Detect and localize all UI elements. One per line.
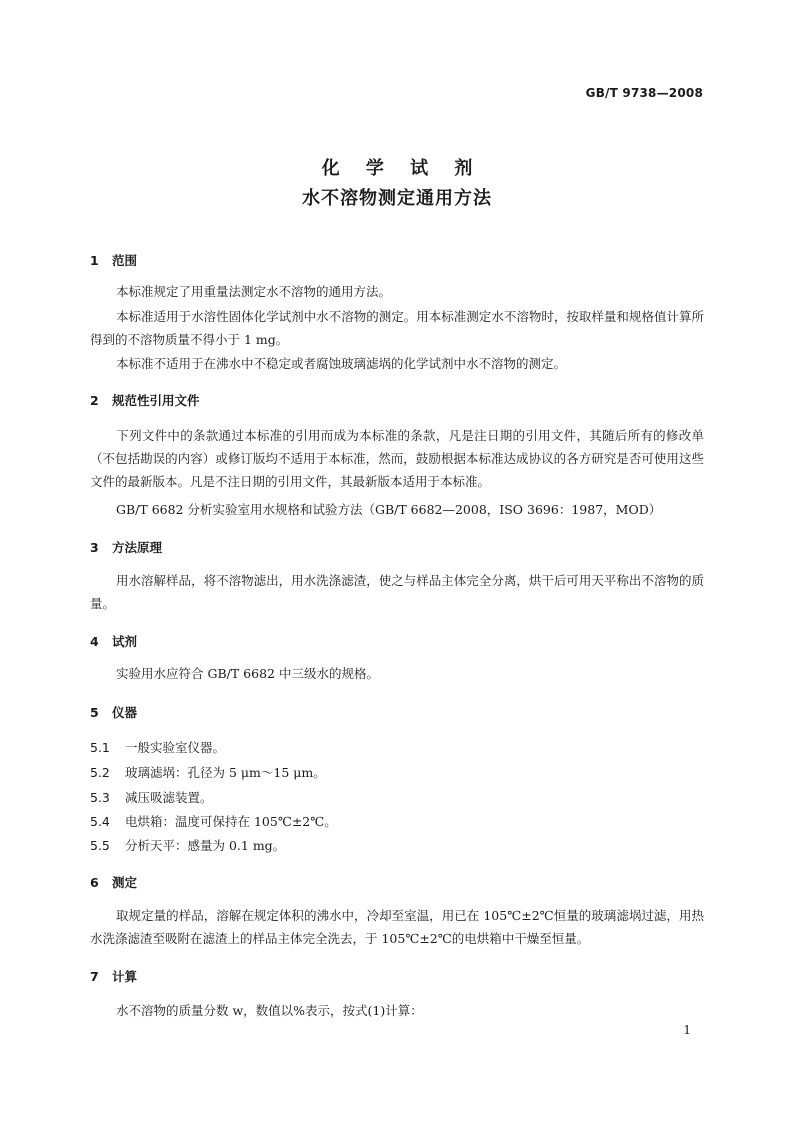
list-item: 5.2 玻璃滤埚：孔径为 5 μm～15 μm。 [90,765,326,780]
title-line-2: 水不溶物测定通用方法 [302,188,492,209]
list-item: 5.4 电烘箱：温度可保持在 105℃±2℃。 [90,814,337,829]
paragraph: 实验用水应符合 GB/T 6682 中三级水的规格。 [116,666,379,681]
section-7-heading [90,967,137,985]
list-item: 5.5 分析天平：感量为 0.1 mg。 [90,838,286,853]
paragraph: 水不溶物的质量分数 w，数值以%表示，按式(1)计算： [116,1003,423,1018]
paragraph: 用水溶解样品，将不溶物滤出，用水洗涤滤渣，使之与样品主体完全分离，烘干后可用天平称出不溶物的质量。 [90,573,704,611]
section-6-heading [90,873,137,891]
list-item: 5.3 减压吸滤装置。 [90,790,213,805]
paragraph: 取规定量的样品，溶解在规定体积的沸水中，冷却至室温，用已在 105℃±2℃恒量的玻璃滤埚过滤，用热水洗涤滤渣至吸附在滤渣上的样品主体完全洗去，于 105℃±2℃的电烘箱中干燥至恒量。 [90,908,704,946]
section-number: 6 [90,875,99,890]
list-item: 5.1 一般实验室仪器。 [90,740,226,755]
section-5-heading [90,703,137,721]
paragraph: GB/T 6682 分析实验室用水规格和试验方法（GB/T 6682—2008，ISO 3696：1987，MOD） [116,502,662,517]
section-title: 方法原理 [112,540,163,555]
paragraph: 下列文件中的条款通过本标准的引用而成为本标准的条款，凡是注日期的引用文件，其随后所有的修改单（不包括勘误的内容）或修订版均不适用于本标准，然而，鼓励根据本标准达成协议的各方研究是否可使用这些文件的最新版本。凡是不注日期的引用文件，其最新版本适用于本标准。 [90,428,704,489]
section-title: 计算 [112,969,138,984]
section-number: 5 [90,705,99,720]
section-number: 7 [90,969,99,984]
section-1-heading [90,251,137,269]
section-title: 仪器 [112,705,138,720]
section-number: 1 [90,253,99,268]
section-3-heading [90,538,162,556]
standard-code: GB/T 9738—2008 [585,86,703,100]
section-2-heading [90,391,200,409]
title-line-1: 化 学 试 剂 [321,158,483,179]
section-number: 3 [90,540,99,555]
section-4-heading [90,632,137,650]
paragraph: 本标准不适用于在沸水中不稳定或者腐蚀玻璃滤埚的化学试剂中水不溶物的测定。 [116,356,567,371]
section-title: 试剂 [112,634,138,649]
paragraph: 本标准适用于水溶性固体化学试剂中水不溶物的测定。用本标准测定水不溶物时，按取样量和规格值计算所得到的不溶物质量不得小于 1 mg。 [90,309,704,347]
section-number: 2 [90,393,99,408]
section-title: 规范性引用文件 [112,393,200,408]
section-title: 范围 [112,253,138,268]
section-number: 4 [90,634,99,649]
section-title: 测定 [112,875,138,890]
paragraph: 本标准规定了用重量法测定水不溶物的通用方法。 [116,284,392,299]
page-number: 1 [683,1023,691,1037]
